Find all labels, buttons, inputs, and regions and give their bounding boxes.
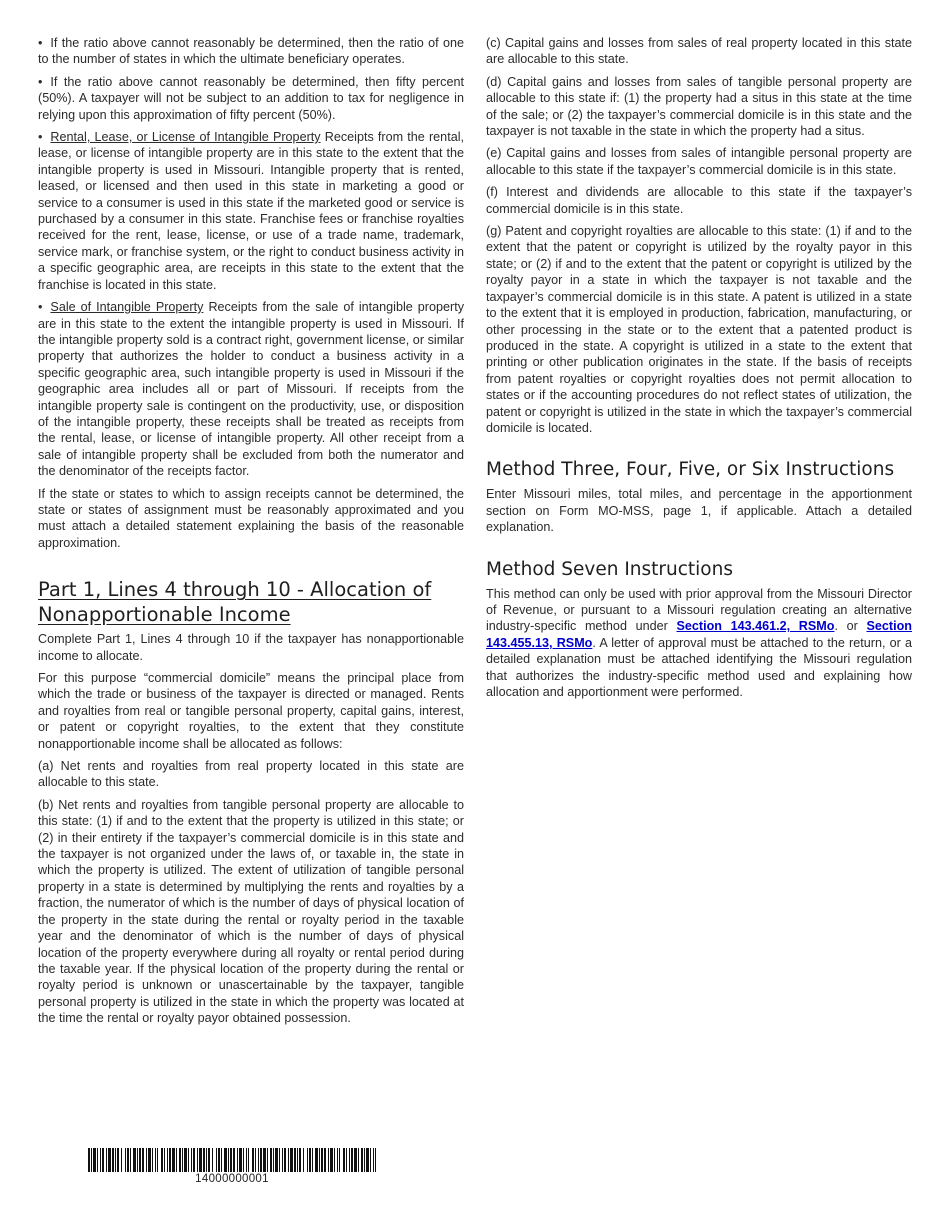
method-three-six-heading: Method Three, Four, Five, or Six Instructions <box>486 459 895 481</box>
paragraph-assign-receipts: If the state or states to which to assign receipts cannot be determined, the state or states of assignment must be reasonably approximated and you must attach a detailed statement explaining the basis of the reasonable approximation. <box>38 486 464 550</box>
bullet-icon: • <box>38 36 43 50</box>
bullet-ratio-ultimate-beneficiary: • If the ratio above cannot reasonably be determined, then the ratio of one to the number of states in which the ultimate beneficiary operates. <box>38 36 464 67</box>
paragraph-commercial-domicile: For this purpose “commercial domicile” means the principal place from which the trade or business of the taxpayer is directed or managed. Rents and royalties from real or tangible personal property, capital gains, interest, or patent or copyright royalties, to the extent that they constitute nonapportionable income shall be allocated as follows: <box>38 671 464 751</box>
paragraph-a: (a) Net rents and royalties from real property located in this state are allocable to this state. <box>38 759 464 790</box>
bullet-icon: • <box>38 300 43 315</box>
right-column <box>486 35 912 706</box>
barcode-number: 14000000001 <box>195 1173 269 1185</box>
paragraph-method-three-six: Enter Missouri miles, total miles, and percentage in the apportionment section on Form MO-MSS, page 1, if applicable. Attach a detailed explanation. <box>486 487 912 535</box>
section-143-461-2-link[interactable]: Section 143.461.2, RSMo <box>676 619 835 634</box>
bullet-sale-intangible: • Sale of Intangible Property Receipts from the sale of intangible property are in this state to the extent the intangible property is used in Missouri. If the intangible property sold is a contract right, government license, or similar property that authorizes the holder to conduct a business activity in a specific geographic area, such intangible property is used in Missouri if the geographic area includes all or part of Missouri. If receipts from the intangible property sale is contingent on the productivity, use, or disposition of the intangible property, these receipts shall be treated as receipts from the rental, lease, or license of intangible property. All other receipt from a sale of intangible property shall be excluded from both the numerator and the denominator of the receipts factor. <box>38 300 464 479</box>
barcode-icon <box>88 1148 376 1172</box>
paragraph-b: (b) Net rents and royalties from tangible personal property are allocable to this state: (1) if and to the extent that the property is utilized in this state; or (2) in their entirety if the taxpayer’s commercial domicile is in this state and the taxpayer is not organized under the laws of, or taxable in, the state in which the property is utilized. The extent of utilization of tangible personal property in a state is determined by multiplying the rents and royalties by a fraction, the numerator of which is the number of days of physical location of the property in the state during the rental or royalty period in the taxable year and the denominator of which is the number of days of physical location of the property everywhere during all royalty or rental period during the taxable year. If the physical location of the property during the rental or royalty period is unknown or unascertainable by the taxpayer, tangible personal property is utilized in the state in which the property was located at the time the rental or royalty payor obtained possession. <box>38 797 464 1026</box>
bullet-rental-lease-license: • Rental, Lease, or License of Intangible Property Receipts from the rental, lease, or license of intangible property are in this state to the extent that the intangible property is used in Missouri. Intangible property that is rented, leased, or licensed and then used in this state in marketing a good or service to a consumer is used in this state if the marketed good or service is purchased by a consumer in this state. Franchise fees or franchise royalties received for the rent, lease, license, or use of a trade name, trademark, service mark, or franchise system, or the right to conduct business activity in a specific geographic area, are receipts in this state to the extent that the franchise is located in this state. <box>38 130 464 292</box>
paragraph-e: (e) Capital gains and losses from sales of intangible personal property are allocable to this state if the taxpayer’s commercial domicile is in this state. <box>486 146 912 177</box>
paragraph-complete-part1: Complete Part 1, Lines 4 through 10 if the taxpayer has nonapportionable income to allocate. <box>38 632 464 663</box>
bullet-icon: • <box>38 74 43 89</box>
method-seven-heading: Method Seven Instructions <box>486 558 733 580</box>
bullet-title: Rental, Lease, or License of Intangible Property <box>50 130 321 145</box>
part1-heading: Part 1, Lines 4 through 10 - Allocation of Nonapportionable Income <box>38 578 432 627</box>
bullet-ratio-fifty-percent: • If the ratio above cannot reasonably be determined, then fifty percent (50%). A taxpayer will not be subject to an addition to tax for negligence in relying upon this approximation of fifty percent (50%). <box>38 74 464 122</box>
bullet-icon: • <box>38 130 43 145</box>
paragraph-g: (g) Patent and copyright royalties are allocable to this state: (1) if and to the extent that the patent or copyright is utilized by the royalty payor in this state; or (2) if and to the extent that the patent or copyright is utilized by the royalty payor in a state in which the taxpayer is not taxable and the taxpayer’s commercial domicile is in this state. A patent is utilized in a state to the extent that it is employed in production, fabrication, manufacturing, or other processing in the state or to the extent that a patented product is produced in the state. A copyright is utilized in a state to the extent that printing or other publication originates in the state. If the basis of receipts from patent royalties or copyright royalties does not permit allocation to states or if the accounting procedures do not reflect states of utilization, the patent or copyright is utilized in the state in which the taxpayer’s commercial domicile is located. <box>486 224 912 435</box>
paragraph-d: (d) Capital gains and losses from sales of tangible personal property are allocable to this state if: (1) the property had a situs in this state at the time of the sale; or (2) the taxpayer’s commercial domicile is in this state and the taxpayer is not taxable in the state in which the property had a situs. <box>486 74 912 139</box>
bullet-title: Sale of Intangible Property <box>50 300 204 315</box>
left-column <box>38 35 464 1033</box>
paragraph-c: (c) Capital gains and losses from sales of real property located in this state are allocable to this state. <box>486 36 912 67</box>
section-143-455-13-link[interactable]: Section 143.455.13, RSMo <box>486 619 912 650</box>
paragraph-method-seven: This method can only be used with prior approval from the Missouri Director of Revenue, or pursuant to a Missouri regulation creating an alternative industry-specific method under Section 143.461.2, RSMo. or Section 143.455.13, RSMo. A letter of approval must be attached to the return, or a detailed explanation must be attached identifying the Missouri regulation that authorizes the industry-specific method used and explaining how allocation and apportionment were performed. <box>486 586 912 699</box>
paragraph-f: (f) Interest and dividends are allocable to this state if the taxpayer’s commercial domicile is in this state. <box>486 185 912 216</box>
